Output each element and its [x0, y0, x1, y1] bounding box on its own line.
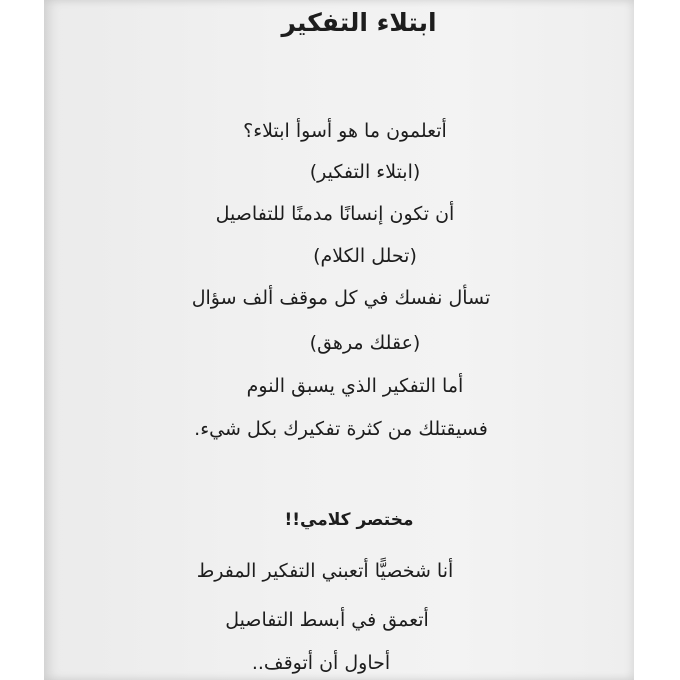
poem-line: أن تكون إنسانًا مدمنًا للتفاصيل: [215, 203, 455, 225]
book-page: [44, 0, 634, 680]
poem-line: أتعلمون ما هو أسوأ ابتلاء؟: [243, 120, 447, 142]
summary-line: أحاول أن أتوقف..: [251, 652, 391, 674]
poem-line: أما التفكير الذي يسبق النوم: [246, 375, 464, 397]
poem-line: تسأل نفسك في كل موقف ألف سؤال: [191, 287, 491, 309]
poem-line: (تحلل الكلام): [313, 245, 417, 267]
poem-line: (عقلك مرهق): [309, 332, 421, 354]
poem-line: (ابتلاء التفكير): [309, 161, 421, 183]
page-title: ابتلاء التفكير: [281, 8, 437, 37]
summary-heading: مختصر كلامي!!: [284, 510, 414, 530]
poem-line: فسيقتلك من كثرة تفكيرك بكل شيء.: [194, 418, 488, 440]
summary-line: أنا شخصيًّا أتعبني التفكير المفرط: [196, 560, 454, 582]
summary-line: أتعمق في أبسط التفاصيل: [225, 609, 429, 631]
